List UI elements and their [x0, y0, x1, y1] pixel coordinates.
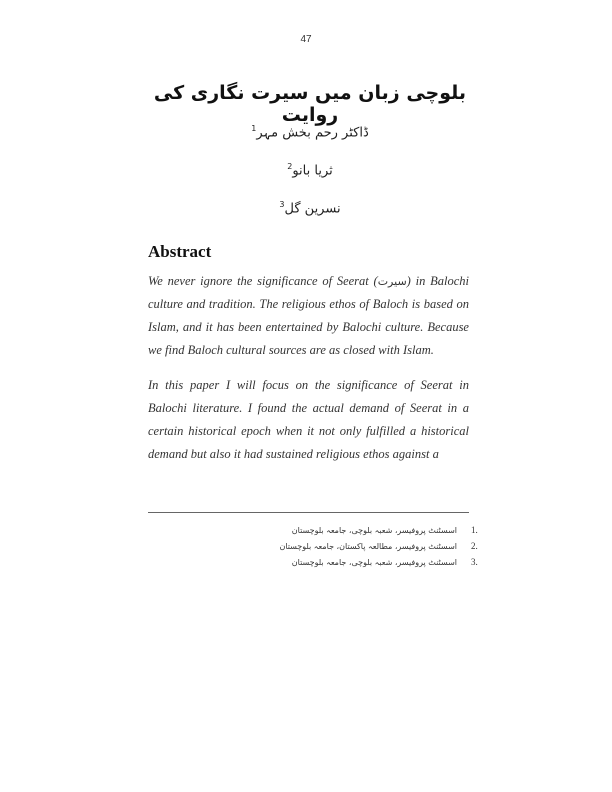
abstract-p1-urdu-term: سیرت [377, 275, 407, 288]
author-name: ثریا بانو [292, 163, 333, 179]
footnote-text: اسسٹنٹ پروفیسر، مطالعہ پاکستان، جامعہ بلوچستان [279, 541, 457, 551]
footnote-3 [148, 554, 493, 570]
author-1 [150, 124, 470, 140]
footnote-number: 3. [471, 557, 478, 567]
author-2 [150, 162, 470, 178]
abstract-paragraph-2: In this paper I will focus on the significance of Seerat in Balochi literature. I found the actual demand of Seerat in a certain historical epoch when it not only fulfilled a historical demand but also it had sustained religious ethos against a [148, 378, 469, 461]
footnote-2 [148, 538, 493, 554]
page-number: 47 [300, 34, 312, 45]
author-marker: 2 [287, 162, 293, 171]
footnote-number: 2. [471, 541, 478, 551]
footnote-text: اسسٹنٹ پروفیسر، شعبہ بلوچی، جامعہ بلوچستان [291, 525, 457, 535]
author-marker: 1 [251, 124, 257, 133]
author-name: نسرین گل [284, 201, 341, 217]
author-name: ڈاکٹر رحم بخش مہر [256, 125, 369, 141]
footnote-number: 1. [471, 525, 478, 535]
footnote-text: اسسٹنٹ پروفیسر، شعبہ بلوچی، جامعہ بلوچستان [291, 557, 457, 567]
abstract-paragraph-1 [148, 270, 469, 362]
abstract-body [148, 270, 469, 478]
article-title: بلوچی زبان میں سیرت نگاری کی روایت [153, 82, 467, 126]
footnotes [148, 522, 493, 570]
abstract-p1-start: We never ignore the significance of Seerat ( [148, 274, 378, 288]
abstract-heading: Abstract [148, 242, 212, 261]
author-3 [150, 200, 470, 216]
footnote-1 [148, 522, 493, 538]
abstract-p1-rest: ) in Balochi culture and tradition. The religious ethos of Baloch is based on Islam, and it has been entertained by Balochi culture. Because we find Baloch cultural sources are as closed with Islam. [148, 274, 469, 357]
author-marker: 3 [279, 200, 285, 209]
footnote-divider [148, 512, 469, 513]
